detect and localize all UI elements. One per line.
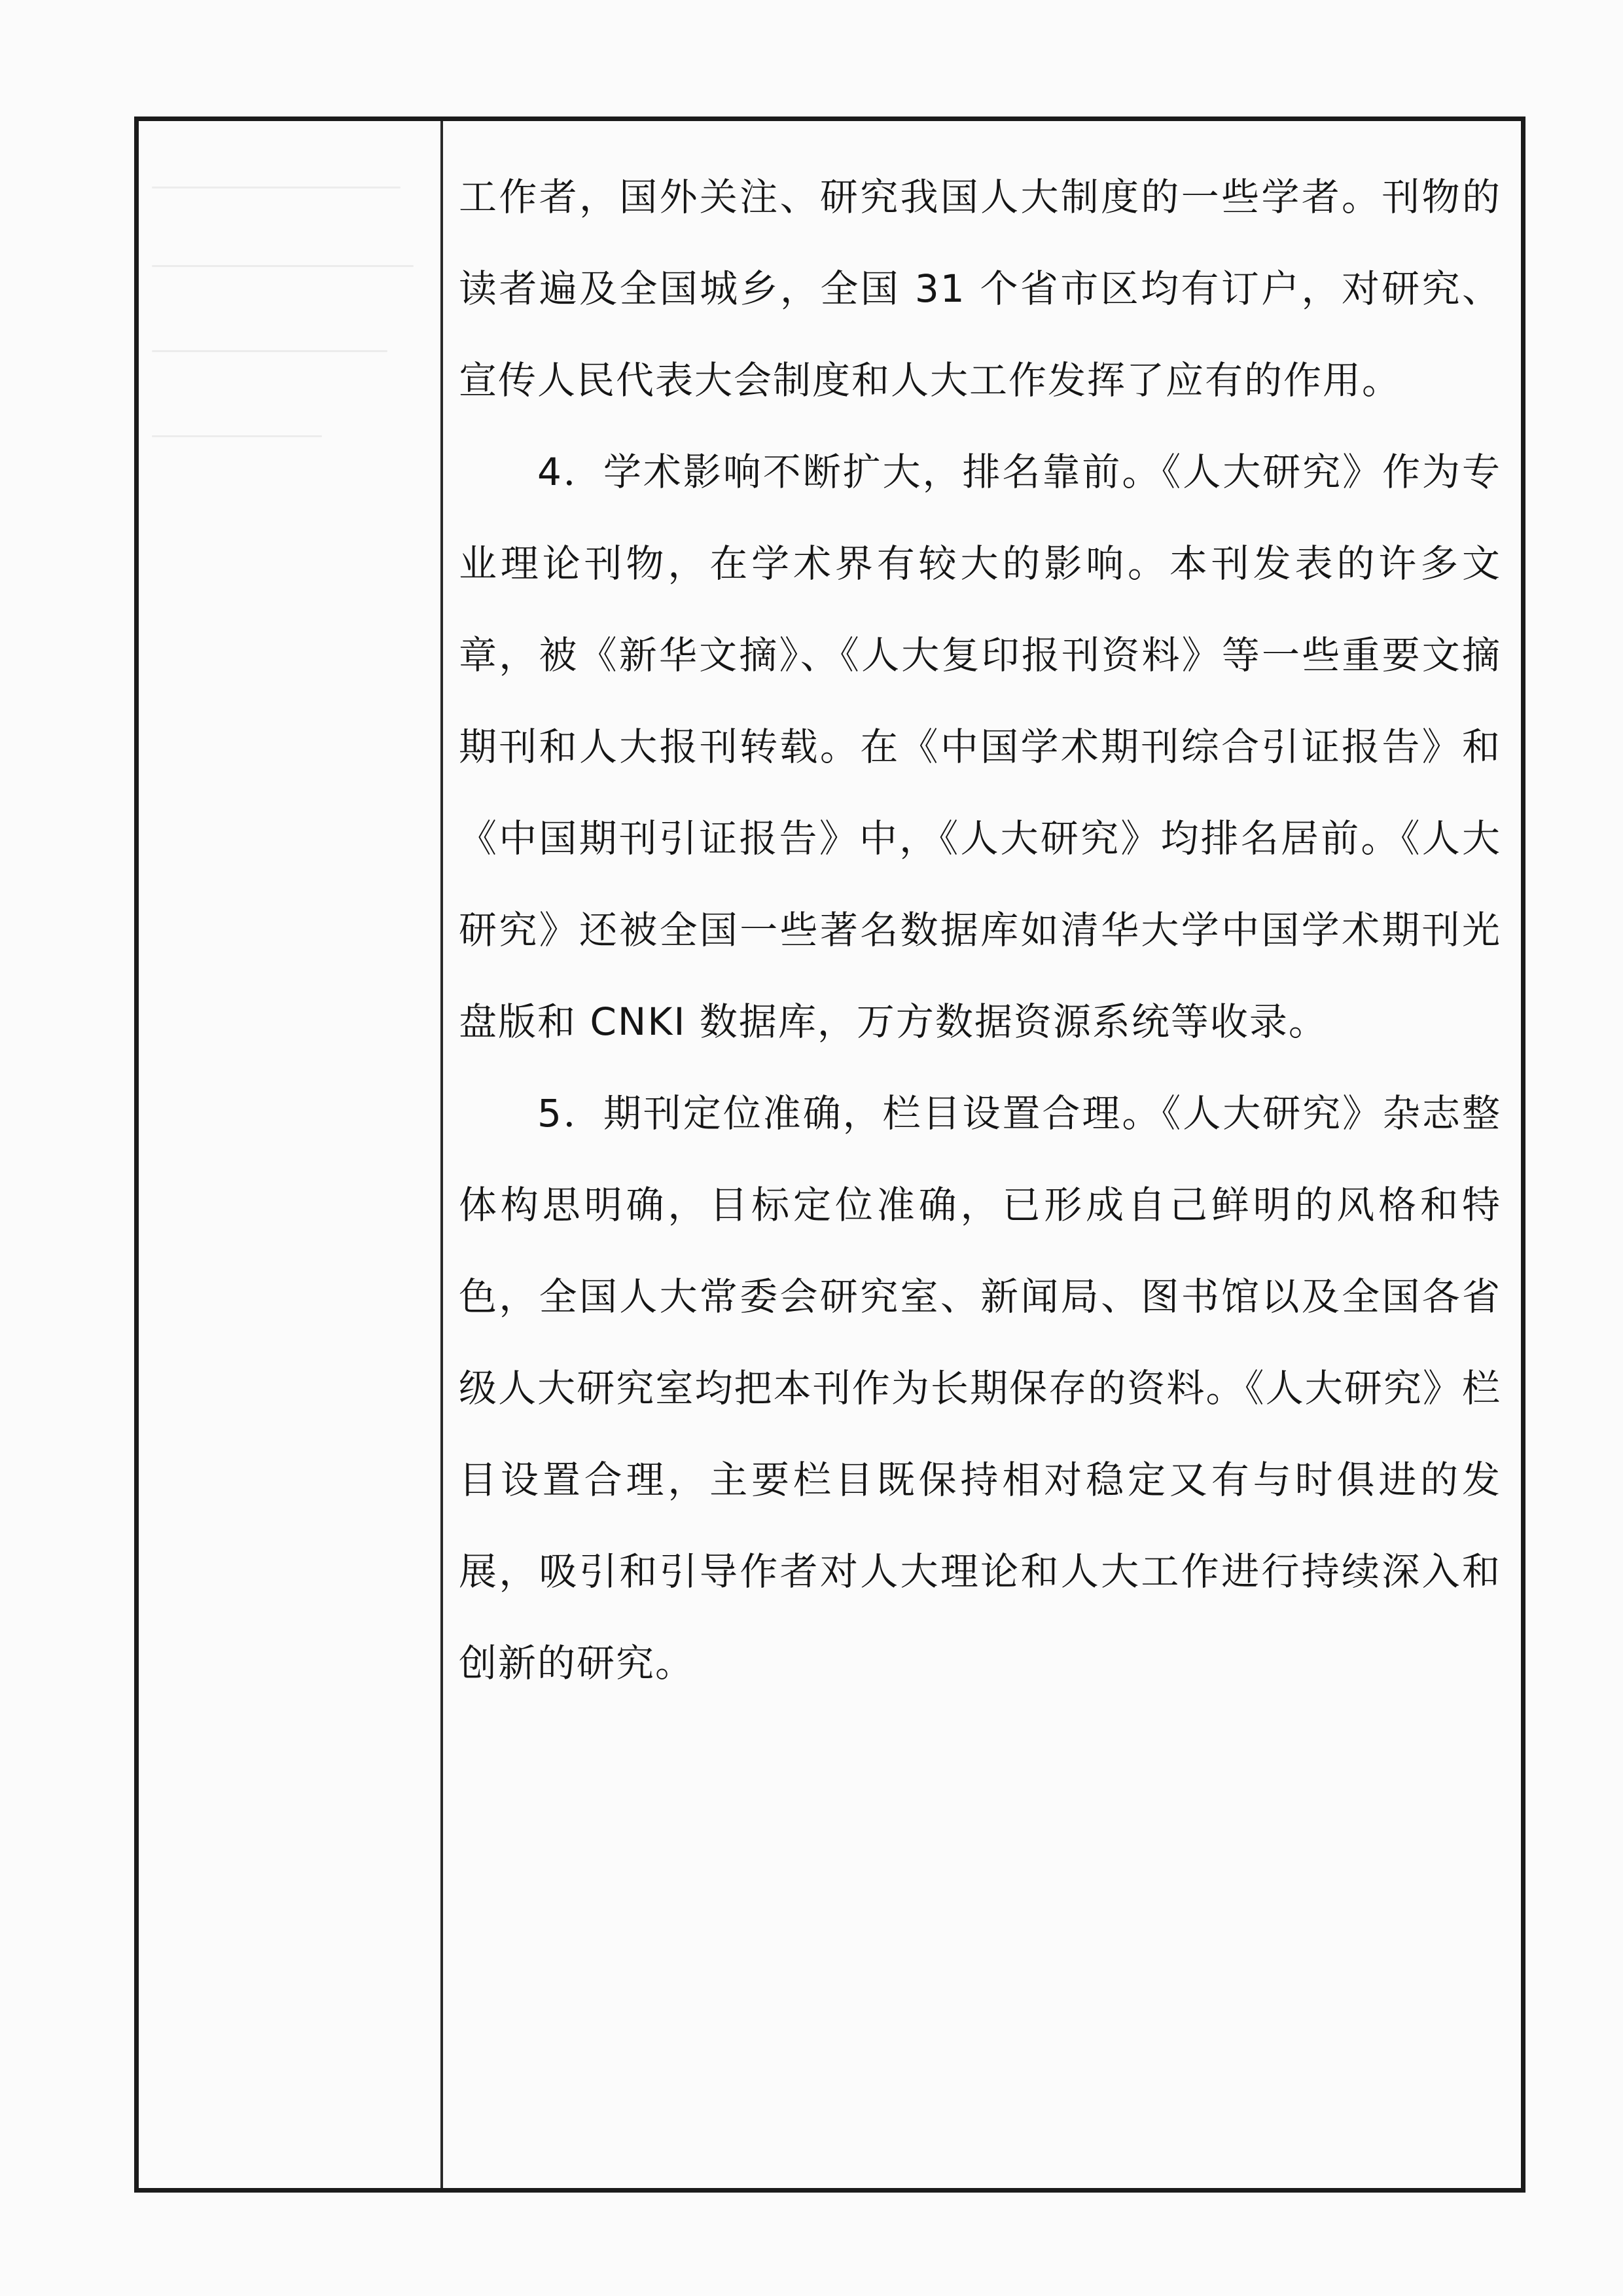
- left-label-cell: [139, 121, 443, 2188]
- show-through-mark: [152, 265, 414, 267]
- show-through-mark: [152, 435, 322, 437]
- paragraph-positioning: 5．期刊定位准确，栏目设置合理。《人大研究》杂志整体构思明确，目标定位准确，已形成自己鲜明的风格和特色，全国人大常委会研究室、新闻局、图书馆以及全国各省级人大研究室均把本刊作为长期保存的资料。《人大研究》栏目设置合理，主要栏目既保持相对稳定又有与时俱进的发展，吸引和引导作者对人大理论和人大工作进行持续深入和创新的研究。: [459, 1091, 1501, 1685]
- paragraph-academic-influence: 4．学术影响不断扩大，排名靠前。《人大研究》作为专业理论刊物，在学术界有较大的影响。本刊发表的许多文章，被《新华文摘》、《人大复印报刊资料》等一些重要文摘期刊和人大报刊转载。在《中国学术期刊综合引证报告》和《中国期刊引证报告》中，《人大研究》均排名居前。《人大研究》还被全国一些著名数据库如清华大学中国学术期刊光盘版和 CNKI 数据库，万方数据资源系统等收录。: [459, 450, 1501, 1044]
- paragraph-readership: 工作者，国外关注、研究我国人大制度的一些学者。刊物的读者遍及全国城乡，全国 31 个省市区均有订户，对研究、宣传人民代表大会制度和人大工作发挥了应有的作用。: [459, 175, 1501, 403]
- show-through-mark: [152, 350, 387, 352]
- form-table: [134, 117, 1525, 2193]
- show-through-mark: [152, 187, 401, 188]
- content-cell: [443, 121, 1521, 2188]
